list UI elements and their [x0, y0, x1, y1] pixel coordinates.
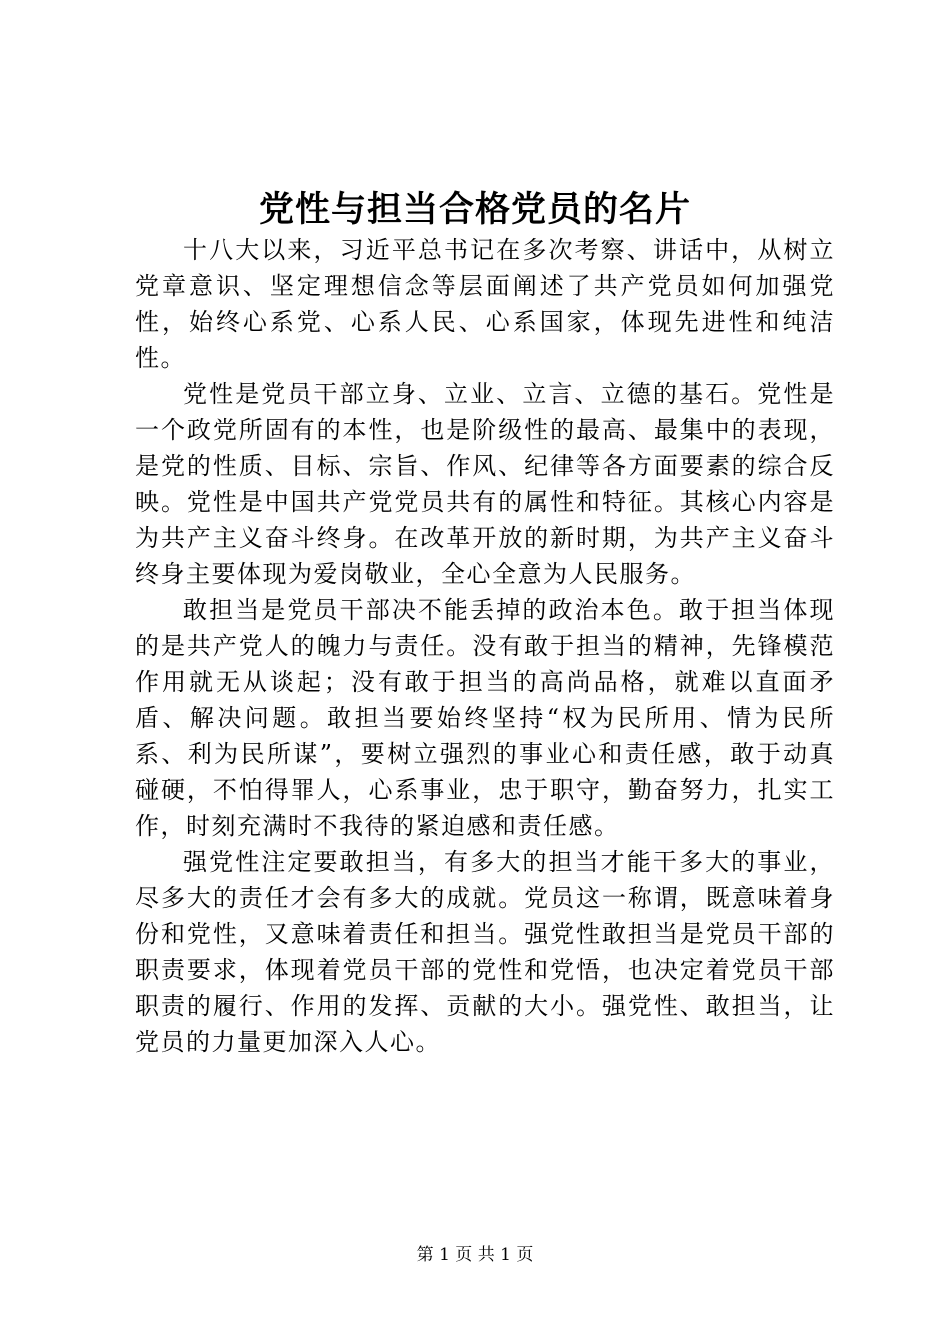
document-body [135, 232, 835, 1060]
paragraph-4: 强党性注定要敢担当，有多大的担当才能干多大的事业，尽多大的责任才会有多大的成就。党员这一称谓，既意味着身份和党性，又意味着责任和担当。强党性敢担当是党员干部的职责要求，体现着党员干部的党性和党悟，也决定着党员干部职责的履行、作用的发挥、贡献的大小。强党性、敢担当，让党员的力量更加深入人心。 [135, 848, 835, 1056]
paragraph-2: 党性是党员干部立身、立业、立言、立德的基石。党性是一个政党所固有的本性，也是阶级性的最高、最集中的表现，是党的性质、目标、宗旨、作风、纪律等各方面要素的综合反映。党性是中国共产党党员共有的属性和特征。其核心内容是为共产主义奋斗终身。在改革开放的新时期，为共产主义奋斗终身主要体现为爱岗敬业，全心全意为人民服务。 [135, 380, 835, 588]
document-title: 党性与担当合格党员的名片 [258, 189, 691, 230]
page-number-footer: 第 1 页 共 1 页 [416, 1245, 534, 1265]
paragraph-3: 敢担当是党员干部决不能丢掉的政治本色。敢于担当体现的是共产党人的魄力与责任。没有敢于担当的精神，先锋模范作用就无从谈起；没有敢于担当的高尚品格，就难以直面矛盾、解决问题。敢担当要始终坚持“权为民所用、情为民所系、利为民所谋”，要树立强烈的事业心和责任感，敢于动真碰硬，不怕得罪人，心系事业，忠于职守，勤奋努力，扎实工作，时刻充满时不我待的紧迫感和责任感。 [135, 596, 835, 840]
paragraph-1: 十八大以来，习近平总书记在多次考察、讲话中，从树立党章意识、坚定理想信念等层面阐述了共产党员如何加强党性，始终心系党、心系人民、心系国家，体现先进性和纯洁性。 [135, 236, 835, 372]
